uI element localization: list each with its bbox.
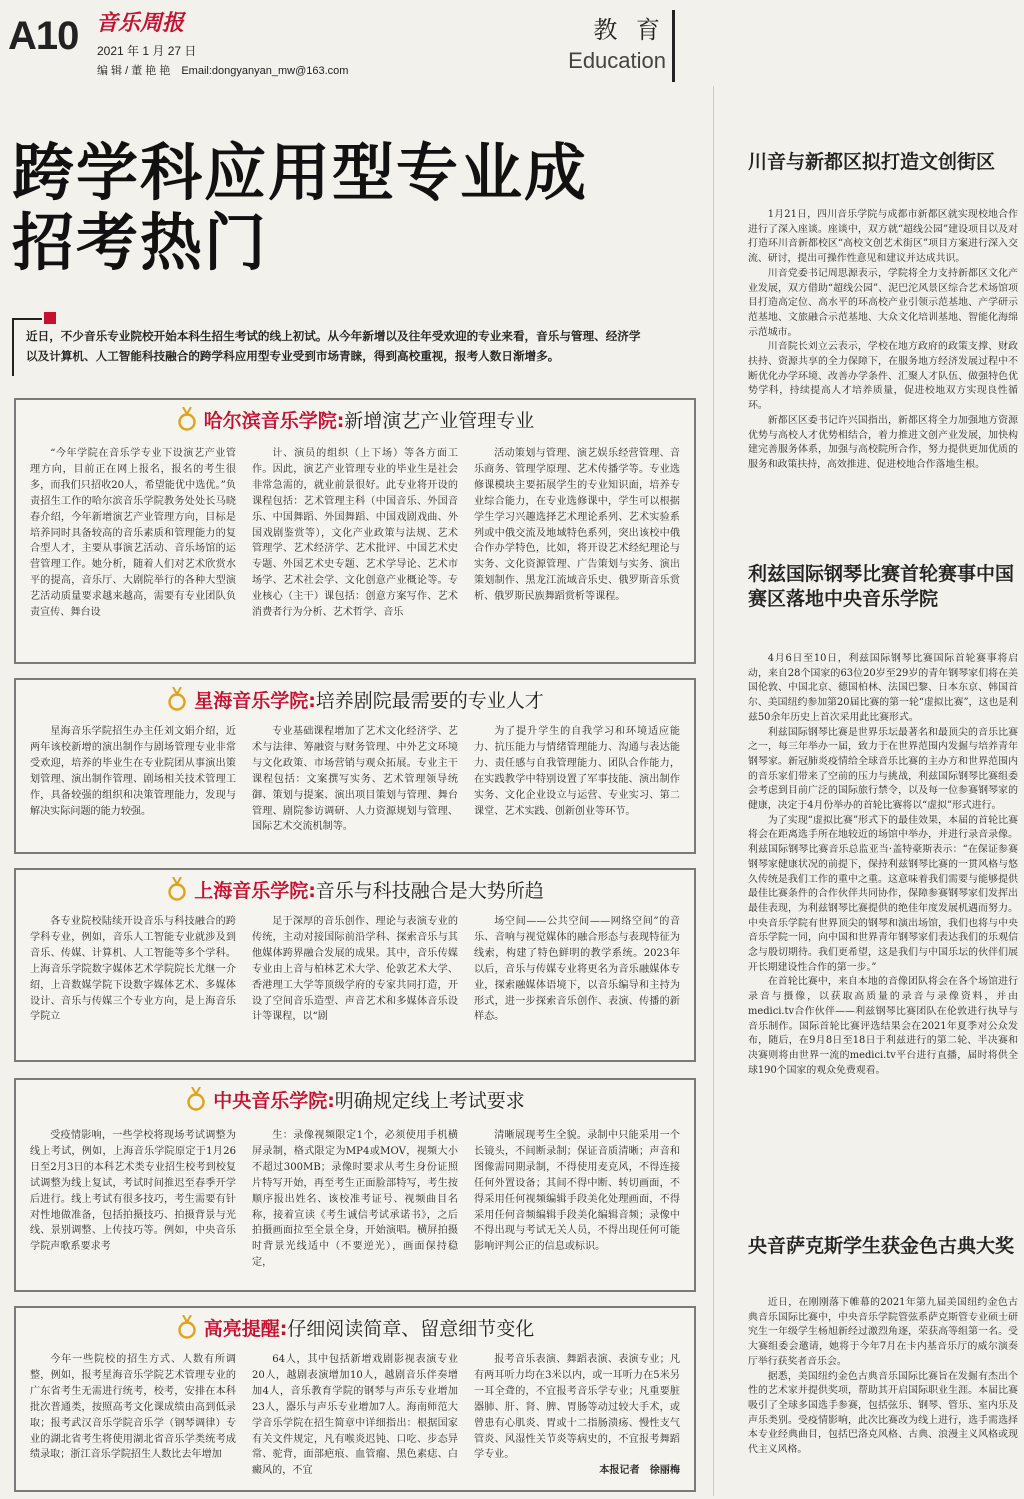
lead-marker	[44, 312, 56, 324]
paragraph: 据悉，美国纽约金色古典音乐国际比赛旨在发掘有杰出个性的艺术家并提供奖项，帮助其开启国际职业生涯。本届比赛吸引了全球多国选手参赛，包括弦乐、钢琴、管乐、室内乐及声乐类别。受疫情影响，此次比赛改为线上进行，选手需选择本专业经典曲目，包括巴洛克风格、古典、浪漫主义风格或现代主义风格。	[748, 1370, 1018, 1456]
section-title	[16, 686, 694, 713]
medal-icon	[166, 877, 188, 901]
page-headline: 跨学科应用型专业成招考热门	[12, 136, 589, 279]
article-text: 报考音乐表演、舞蹈表演、表演专业；凡有两耳听力均在3米以内，或一耳听力在5米另一耳全聋的，不宜报考音乐学专业；凡重要脏器肺、肝、肾、脾、胃肠等动过较大手术，或曾患有心肌炎、胃或十二指肠溃疡、慢性支气管炎、风湿性关节炎等病史的，不宜报考舞蹈学专业。	[474, 1354, 680, 1461]
article-column: 受疫情影响，一些学校将现场考试调整为线上考试，例如，上海音乐学院原定于1月26日至2月3日的本科艺术类专业招生校考到校复试调整为线上复试，考试时间推迟至春季开学后进行。线上考试有很多技巧，考生需要有针对性地做准备，包括拍摄技巧、拍摄背景与光线、景别调整、上传技巧等。例如，中央音乐学院声歌系要求考	[30, 1130, 236, 1253]
lead-paragraph: 近日，不少音乐专业院校开始本科生招生考试的线上初试。从今年新增以及往年受欢迎的专业来看，音乐与管理、经济学以及计算机、人工智能科技融合的跨学科应用型专业受到市场青睐，得到高校重视，报考人数日渐增多。	[26, 329, 641, 363]
article-column: 专业基础课程增加了艺术文化经济学、艺术与法律、筹融资与财务管理、中外艺文环境与文化政策、市场营销与观众拓展。专业主干课程包括：文案撰写实务、艺术管理领导统御、策划与提案、演出项目策划与管理、舞台管理、剧院参访调研、人力资源规划与管理、国际艺术交流机制等。	[252, 726, 458, 833]
paragraph: 为了实现“虚拟比赛”形式下的最佳效果，本届的首轮比赛将会在距离选手所在地较近的场馆中举办，并进行录音录像。利兹国际钢琴比赛音乐总监亚当·盖特豪斯表示：“在保证参赛钢琴家健康状况的前提下，保持利兹钢琴比赛的一贯风格与悠久传统是我们工作的重中之重。这意味着我们需要与能够提供最佳比赛条件的合作伙伴共同协作，保障参赛钢琴家们发挥出最佳表现，为利兹钢琴比赛提供的绝佳年度发展机遇而努力。中央音乐学院有世界顶尖的钢琴和演出场馆，我们也将与中央音乐学院一同，向中国和世界青年钢琴家们表达我们的乐观信念与殷切期待。我们更希望，这是我们与中国乐坛的伙伴们展开长期建设性合作的第一步。”	[748, 814, 1018, 973]
sidebar-article-body	[748, 652, 1018, 1224]
article-columns	[30, 1128, 680, 1280]
school-name: 哈尔滨音乐学院:	[203, 410, 345, 432]
sidebar-article-body	[748, 1296, 1018, 1494]
medal-icon	[166, 687, 188, 711]
sidebar-article-title: 央音萨克斯学生获金色古典大奖	[748, 1235, 1015, 1257]
article-columns	[30, 446, 680, 652]
section-box-harbin	[14, 398, 696, 664]
article-column: 生：录像视频限定1个，必须使用手机横屏录制，格式限定为MP4或MOV，视频大小不超过300MB；录像时要求从考生身份证照片特写开始，再至考生正面脸部特写，考生按顺序报出姓名、该校准考证号、视频曲目名称，接着宣读《考生诚信考试承诺书》，之后拍摄画面拉至全景全身，开始演唱。横屏拍摄时背景光线适中（不要逆光），画面保持稳定，	[252, 1130, 458, 1269]
school-name: 中央音乐学院:	[213, 1090, 335, 1112]
article-column: 活动策划与管理、演艺娱乐经营管理、音乐商务、管理学原理、艺术传播学等。专业选修课模块主要拓展学生的专业知识面，培养专业综合能力，在专业选修课中，学生可以根据学生学习兴趣选择艺术理论系列、艺术实验系列或中俄交流及地域特色系列，突出该校中俄合作办学特色，比如，将开设艺术经纪理论与实务、文化资源管理、广告策划与实务、演出策划制作、黑龙江流域音乐史、俄罗斯音乐赏析、俄罗斯民族舞蹈赏析等课程。	[474, 448, 680, 603]
paragraph: 1月21日，四川音乐学院与成都市新都区就实现校地合作进行了深入座谈。座谈中，双方就“超线公园”建设项目以及对打造环川音新都校区“高校文创艺术街区”项目方案进行深入交流、研讨，提出可操作性意见和建议并达成共识。	[748, 209, 1018, 265]
lead-bracket-top	[12, 318, 42, 320]
paragraph: 川音党委书记周思源表示，学院将全力支持新都区文化产业发展，双方借助“超线公园”、泥巴沱风景区综合艺术场馆项目打造高定位、高水平的环高校产业引领示范基地、产学研示范基地、文旅融合示范基地、大众文化培训基地、智能化海绵示范城市。	[748, 267, 1018, 338]
section-box-shanghai	[14, 868, 696, 1062]
lead-bracket	[12, 318, 14, 376]
article-column: 星海音乐学院招生办主任刘文娟介绍，近两年该校新增的演出制作与剧场管理专业非常受欢迎，培养的毕业生在专业院团从事演出策划管理、演出制作管理、剧场相关技术管理工作，具备较强的组织和决策管理能力，发现与解决实际问题的能力较强。	[30, 726, 236, 817]
section-title	[16, 406, 694, 433]
section-subtitle: 音乐与科技融合是大势所趋	[315, 880, 544, 902]
medal-icon	[185, 1087, 207, 1111]
section-subtitle: 明确规定线上考试要求	[334, 1090, 525, 1112]
paragraph: 川音院长刘立云表示，学校在地方政府的政策支撑、财政扶持、资源共享的全力保障下，在服务地方经济发展过程中不断优化办学环境、改善办学条件、汇聚人才队伍、做强特色优势学科，持续提高人才培养质量，促进校地双方实现良性循环。	[748, 341, 1018, 412]
editor-info: 编 辑 / 董 艳 艳 Email:dongyanyan_mw@163.com	[97, 65, 349, 77]
paragraph: 新都区区委书记许兴国指出，新都区将全力加强地方资源优势与高校人才优势相结合，着力推进文创产业发展，加快构建完善服务体系，加强与高校院所合作，努力提供更加优质的服务和政策扶持，高效推进、促进校地合作落地生根。	[748, 414, 1018, 470]
section-name: 教 育	[593, 17, 666, 44]
school-name: 星海音乐学院:	[194, 690, 316, 712]
medal-icon	[176, 1315, 198, 1339]
section-divider	[672, 10, 675, 82]
article-column: 计、演员的组织（上下场）等各方面工作。因此，演艺产业管理专业的毕业生是社会非常急需的，就业前景很好。此专业将开设的课程包括：艺术管理主科（中国音乐、外国音乐、中国舞蹈、外国舞蹈、中国戏剧戏曲、外国戏剧鉴赏等），文化产业政策与法规、艺术管理学、艺术经济学、艺术批评、中国艺术史专题、外国艺术史专题、艺术学导论、艺术市场学、艺术社会学、文化创意产业概论等。专业核心（主干）课包括：创意方案写作、艺术消费者行为分析、艺术哲学、音乐	[252, 448, 458, 619]
section-box-xinghai	[14, 678, 696, 854]
article-column	[474, 1352, 680, 1480]
reporter-byline: 本报记者 徐丽梅	[599, 1465, 680, 1477]
sidebar-article-body	[748, 208, 1018, 550]
paragraph: 近日，在刚刚落下帷幕的2021年第九届美国纽约金色古典音乐国际比赛中，中央音乐学院管弦系萨克斯管专业硕士研究生一年级学生杨旭新经过激烈角逐，荣获高等组第一名。受大赛组委会邀请，她将于今年7月在卡内基音乐厅的威尔演奏厅举行获奖者音乐会。	[748, 1297, 1018, 1367]
section-name-en: Education	[568, 48, 666, 73]
sidebar-article-title: 川音与新都区拟打造文创街区	[748, 151, 996, 173]
page-number: A10	[8, 14, 79, 58]
paper-name: 音乐周报	[96, 10, 185, 36]
article-columns	[30, 914, 680, 1050]
section-title	[16, 1086, 694, 1113]
section-title	[16, 1314, 694, 1341]
column-divider	[713, 86, 714, 1496]
school-name: 上海音乐学院:	[194, 880, 316, 902]
article-column: 清晰展现考生全貌。录制中只能采用一个长镜头，不间断录制；保证音质清晰；声音和图像需同期录制，不得使用麦克风，不得连接任何外置设备；其间不得中断、转切画面，不得采用任何视频编辑手段美化处理画面，不得采用任何音频编辑手段美化编辑音频；录像中不得出现与考试无关人员，不得出现任何可能影响评判公正的信息或标识。	[474, 1130, 680, 1253]
school-name: 高亮提醒:	[203, 1318, 288, 1340]
sidebar-article-title: 利兹国际钢琴比赛首轮赛事中国赛区落地中央音乐学院	[748, 563, 1015, 610]
issue-date: 2021 年 1 月 27 日	[97, 44, 197, 58]
section-subtitle: 培养剧院最需要的专业人才	[315, 690, 544, 712]
article-columns	[30, 1352, 680, 1480]
paragraph: 在首轮比赛中，来自本地的音像团队将会在各个场馆进行录音与摄像，以获取高质量的录音与录像资料，并由medici.tv合作伙伴——利兹钢琴比赛团队在伦敦进行执导与音乐制作。国际首轮比赛评选结果会在2021年夏季对公众发布，随后，在9月8日至18日于利兹进行的第二轮、半决赛和决赛则将由世界一流的medici.tv平台进行直播，届时将供全球190个国家的观众免费观看。	[748, 976, 1018, 1076]
section-title	[16, 876, 694, 903]
paragraph: 利兹国际钢琴比赛是世界乐坛最著名和最顶尖的音乐比赛之一，每三年举办一届，致力于在世界范围内发掘与培养青年钢琴家。新冠肺炎疫情给全球音乐比赛的主办方和世界范围内的音乐家们带来了空前的压力与挑战，利兹国际钢琴比赛组委会考虑到目前广泛的国际旅行禁令，以及每一位参赛钢琴家的健康，决定于4月份举办的首轮比赛将以“虚拟”形式进行。	[748, 726, 1018, 812]
article-column: 场空间——公共空间——网络空间”的音乐、音响与视觉媒体的融合形态与表现特征为线索，构建了特色鲜明的教学系统。2023年以后，音乐与传媒专业将更名为音乐融媒体专业，探索融媒体语境下，以音乐编导和主持为形式，进一步探索音乐创作、表演、传播的新样态。	[474, 916, 680, 1023]
article-column: 足于深厚的音乐创作、理论与表演专业的传统，主动对接国际前沿学科、探索音乐与其他媒体跨界融合发展的成果。其中，音乐传媒专业由上音与柏林艺术大学、伦敦艺术大学、香港理工大学等顶级学府的专家共同打造，开设了空间音乐造型、声音艺术和多媒体音乐设计等课程，以“剧	[252, 916, 458, 1023]
article-column: 各专业院校陆续开设音乐与科技融合的跨学科专业，例如，音乐人工智能专业就涉及到音乐、传媒、计算机、人工智能等多个学科。上海音乐学院数字媒体艺术学院院长尤继一介绍，上音数媒学院下设数字媒体艺术、多媒体设计、音乐与传媒三个专业方向，是上海音乐学院立	[30, 916, 236, 1023]
article-column: 64人，其中包括新增戏剧影视表演专业20人，越剧表演增加10人，越剧音乐伴奏增加4人，音乐教育学院的钢琴与声乐专业增加23人，器乐与声乐专业增加7人。海南师范大学音乐学院在招生简章中详细指出：根据国家有关文件规定，凡有喉炎迟钝、口吃、步态异常、驼背，面部疤痕、血管瘤、黑色素痣、白癜风的，不宜	[252, 1354, 458, 1477]
paragraph: 4月6日至10日，利兹国际钢琴比赛国际首轮赛事将启动，来自28个国家的63位20岁至29岁的青年钢琴家们将在美国伦敦、中国北京、德国柏林、法国巴黎、日本东京、韩国首尔、美国纽约参加第20届比赛的第一轮“虚拟比赛”，这也是利兹50余年历史上首次采用此比赛形式。	[748, 653, 1018, 723]
section-box-central	[14, 1078, 696, 1292]
section-subtitle: 新增演艺产业管理专业	[344, 410, 535, 432]
section-subtitle: 仔细阅读简章、留意细节变化	[287, 1318, 535, 1340]
article-column: 为了提升学生的自我学习和环境适应能力、抗压能力与情绪管理能力、沟通与表达能力、责任感与自我管理能力、团队合作能力，在实践教学中特别设置了军事技能、演出制作实务、文化企业设立与运营、专业实习、第二课堂、艺术实践、创新创业等环节。	[474, 726, 680, 817]
article-column: “今年学院在音乐学专业下设演艺产业管理方向，目前正在网上报名，报名的考生很多，而我们只招收20人，希望能优中选优。”负责招生工作的哈尔滨音乐学院教务处处长马晓春介绍，今年新增演艺产业管理方向，目标是培养同时具备较高的音乐素质和管理能力的复合型人才，主要从事演艺活动、音乐场馆的运营管理工作。她分析，随着人们对艺术欣赏水平的提高，音乐厅、大剧院举行的各种大型演艺活动质量要求越来越高，需要有专业团队负责宣传、舞台设	[30, 448, 236, 619]
section-box-reminder	[14, 1306, 696, 1492]
article-columns	[30, 724, 680, 842]
medal-icon	[176, 407, 198, 431]
article-column: 今年一些院校的招生方式、人数有所调整，例如，报考星海音乐学院艺术管理专业的广东省考生无需进行统考，校考，安排在本科批次普通类，按照高考文化课成绩由高到低录取；报考武汉音乐学院音乐学（钢琴调律）专业的湖北省考生将使用湖北省音乐学类统考成绩录取；浙江音乐学院招生人数比去年增加	[30, 1354, 236, 1461]
